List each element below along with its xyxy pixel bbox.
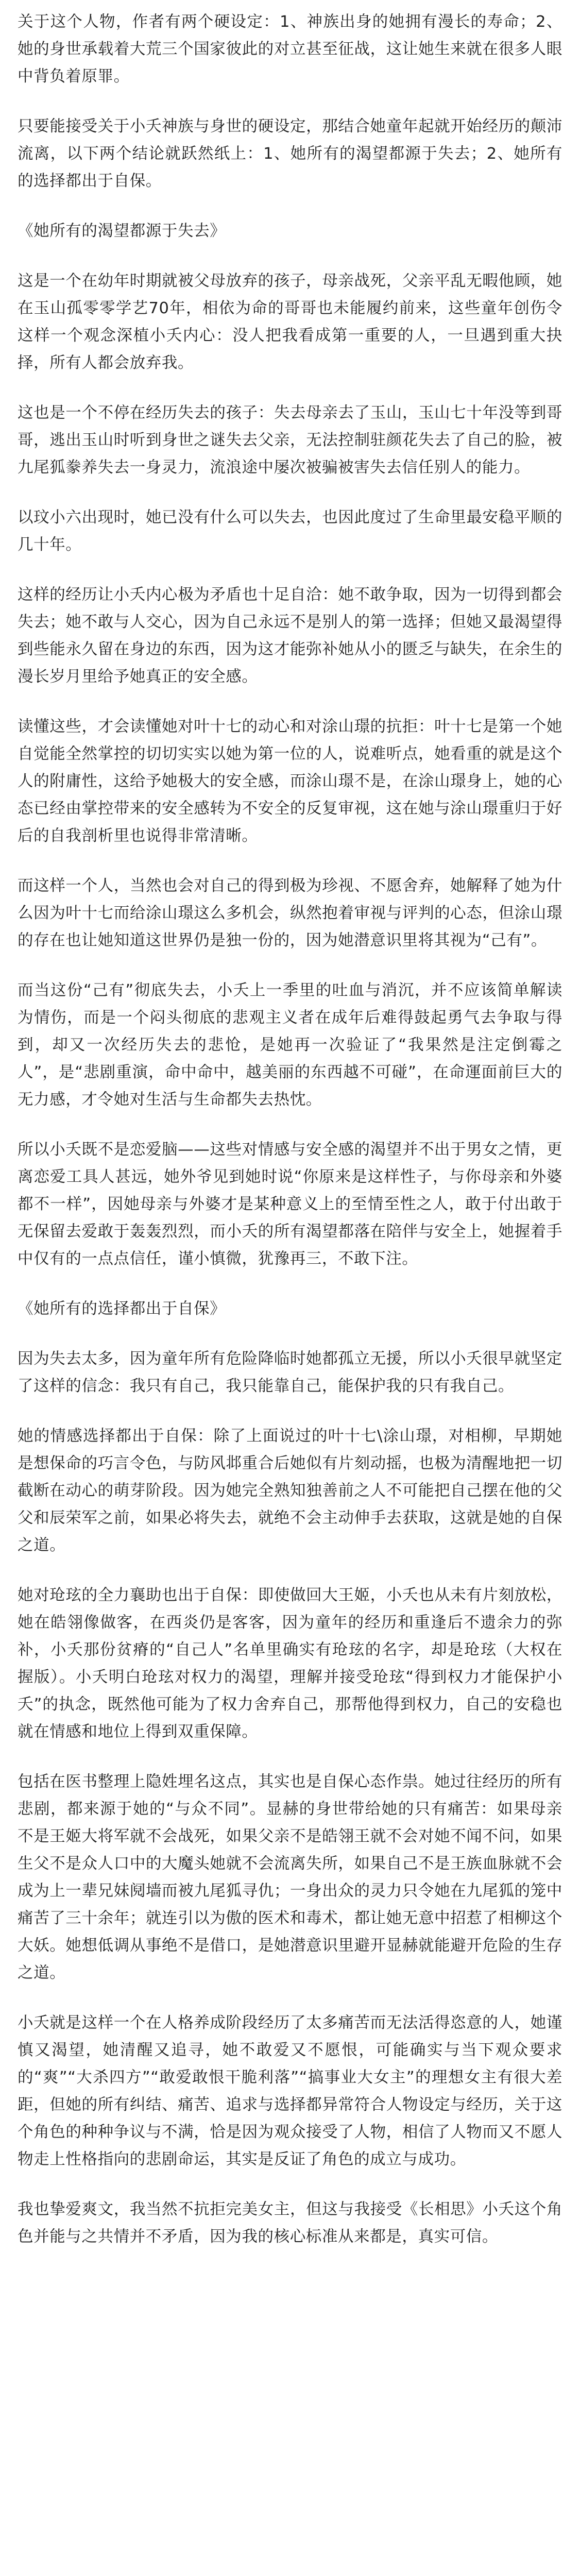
paragraph: 她对玱玹的全力襄助也出于自保：即使做回大王姬，小夭也从未有片刻放松，她在皓翎像做客，在西炎仍是客客，因为童年的经历和重逢后不遗余力的弥补，小夭那份贫瘠的“自己人”名单里确实有玱玹的名字，却是玱玹（大权在握版）。小夭明白玱玹对权力的渴望，理解并接受玱玹“得到权力才能保护小夭”的执念，既然他可能为了权力舍弃自己，那帮他得到权力，自己的安稳也就在情感和地位上得到双重保障。 <box>18 1586 562 1741</box>
paragraph: 包括在医书整理上隐姓埋名这点，其实也是自保心态作祟。她过往经历的所有悲剧，都来源于她的“与众不同”。显赫的身世带给她的只有痛苦：如果母亲不是王姬大将军就不会战死，如果父亲不是皓翎王就不会对她不闻不问，如果生父不是众人口中的大魔头她就不会流离失所，如果自己不是王族血脉就不会成为上一辈兄妹阋墙而被九尾狐寻仇；一身出众的灵力只令她在九尾狐的笼中痛苦了三十余年；就连引以为傲的医术和毒术，都让她无意中招惹了相柳这个大妖。她想低调从事绝不是借口，是她潜意识里避开显赫就能避开危险的生存之道。 <box>18 1773 562 1982</box>
paragraph: 所以小夭既不是恋爱脑——这些对情感与安全感的渴望并不出于男女之情，更离恋爱工具人甚远，她外爷见到她时说“你原来是这样性子，与你母亲和外婆都不一样”，因她母亲与外婆才是某种意义上的至情至性之人，敢于付出敢于无保留去爱敢于轰轰烈烈，而小夭的所有渴望都落在陪伴与安全上，她握着手中仅有的一点点信任，谨小慎微，犹豫再三，不敢下注。 <box>18 1141 562 1268</box>
paragraph: 因为失去太多，因为童年所有危险降临时她都孤立无援，所以小夭很早就坚定了这样的信念：我只有自己，我只能靠自己，能保护我的只有我自己。 <box>18 1350 562 1395</box>
paragraph: 而这样一个人，当然也会对自己的得到极为珍视、不愿舍弃，她解释了她为什么因为叶十七而给涂山璟这么多机会，纵然抱着审视与评判的心态，但涂山璟的存在也让她知道这世界仍是独一份的，因为她潜意识里将其视为“己有”。 <box>18 877 562 950</box>
paragraph: 她的情感选择都出于自保：除了上面说过的叶十七\涂山璟，对相柳，早期她是想保命的巧言令色，与防风邶重合后她似有片刻动摇，也极为清醒地把一切截断在动心的萌芽阶段。因为她完全熟知独善前之人不可能把自己摆在他的父父和辰荣军之前，如果必将失去，就绝不会主动伸手去获取，这就是她的自保之道。 <box>18 1427 562 1554</box>
paragraph: 只要能接受关于小夭神族与身世的硬设定，那结合她童年起就开始经历的颠沛流离，以下两个结论就跃然纸上：1、她所有的渴望都源于失去；2、她所有的选择都出于自保。 <box>18 117 562 190</box>
paragraph: 关于这个人物，作者有两个硬设定：1、神族出身的她拥有漫长的寿命；2、她的身世承载着大荒三个国家彼此的对立甚至征战，这让她生来就在很多人眼中背负着原罪。 <box>18 13 562 86</box>
paragraph: 这样的经历让小夭内心极为矛盾也十足自洽：她不敢争取，因为一切得到都会失去；她不敢与人交心，因为自己永远不是别人的第一选择；但她又最渴望得到些能永久留在身边的东西，因为这才能弥补她从小的匮乏与缺失，在余生的漫长岁月里给予她真正的安全感。 <box>18 586 562 686</box>
paragraph: 这也是一个不停在经历失去的孩子：失去母亲去了玉山，玉山七十年没等到哥哥，逃出玉山时听到身世之谜失去父亲，无法控制驻颜花失去了自己的脸，被九尾狐豢养失去一身灵力，流浪途中屡次被骗被害失去信任别人的能力。 <box>18 404 562 477</box>
paragraph: 小夭就是这样一个在人格养成阶段经历了太多痛苦而无法活得恣意的人，她谨慎又渴望，她清醒又追寻，她不敢爱又不愿恨，可能确实与当下观众要求的“爽”“大杀四方”“敢爱敢恨干脆利落”“搞事业大女主”的理想女主有很大差距，但她的所有纠结、痛苦、追求与选择都异常符合人物设定与经历，关于这个角色的种种争议与不满，恰是因为观众接受了人物，相信了人物而又不愿人物走上性格指向的悲剧命运，其实是反证了角色的成立与成功。 <box>18 2014 562 2168</box>
paragraph: 以玟小六出现时，她已没有什么可以失去，也因此度过了生命里最安稳平顺的几十年。 <box>18 509 562 554</box>
paragraph: 读懂这些，才会读懂她对叶十七的动心和对涂山璟的抗拒：叶十七是第一个她自觉能全然掌控的切切实实以她为第一位的人，说难听点，她看重的就是这个人的附庸性，这给予她极大的安全感，而涂山璟不是，在涂山璟身上，她的心态已经由掌控带来的安全感转为不安全的反复审视，这在她与涂山璟重归于好后的自我剖析里也说得非常清晰。 <box>18 718 562 845</box>
paragraph: 我也挚爱爽文，我当然不抗拒完美女主，但这与我接受《长相思》小夭这个角色并能与之共情并不矛盾，因为我的核心标准从来都是，真实可信。 <box>18 2200 562 2246</box>
paragraph: 这是一个在幼年时期就被父母放弃的孩子，母亲战死，父亲平乱无暇他顾，她在玉山孤零零学艺70年，相依为命的哥哥也未能履约前来，这些童年创伤令这样一个观念深植小夭内心：没人把我看成第一重要的人，一旦遇到重大抉择，所有人都会放弃我。 <box>18 272 562 372</box>
section-heading: 《她所有的选择都出于自保》 <box>18 1300 226 1318</box>
section-heading: 《她所有的渴望都源于失去》 <box>18 222 226 240</box>
paragraph: 而当这份“己有”彻底失去，小夭上一季里的吐血与消沉，并不应该简单解读为情伤，而是一个闷头彻底的悲观主义者在成年后难得鼓起勇气去争取与得到，却又一次经历失去的悲怆，是她再一次验证了“我果然是注定倒霉之人”，是“悲剧重演，命中命中，越美丽的东西越不可碰”，在命運面前巨大的无力感，才令她对生活与生命都失去热忱。 <box>18 981 562 1109</box>
